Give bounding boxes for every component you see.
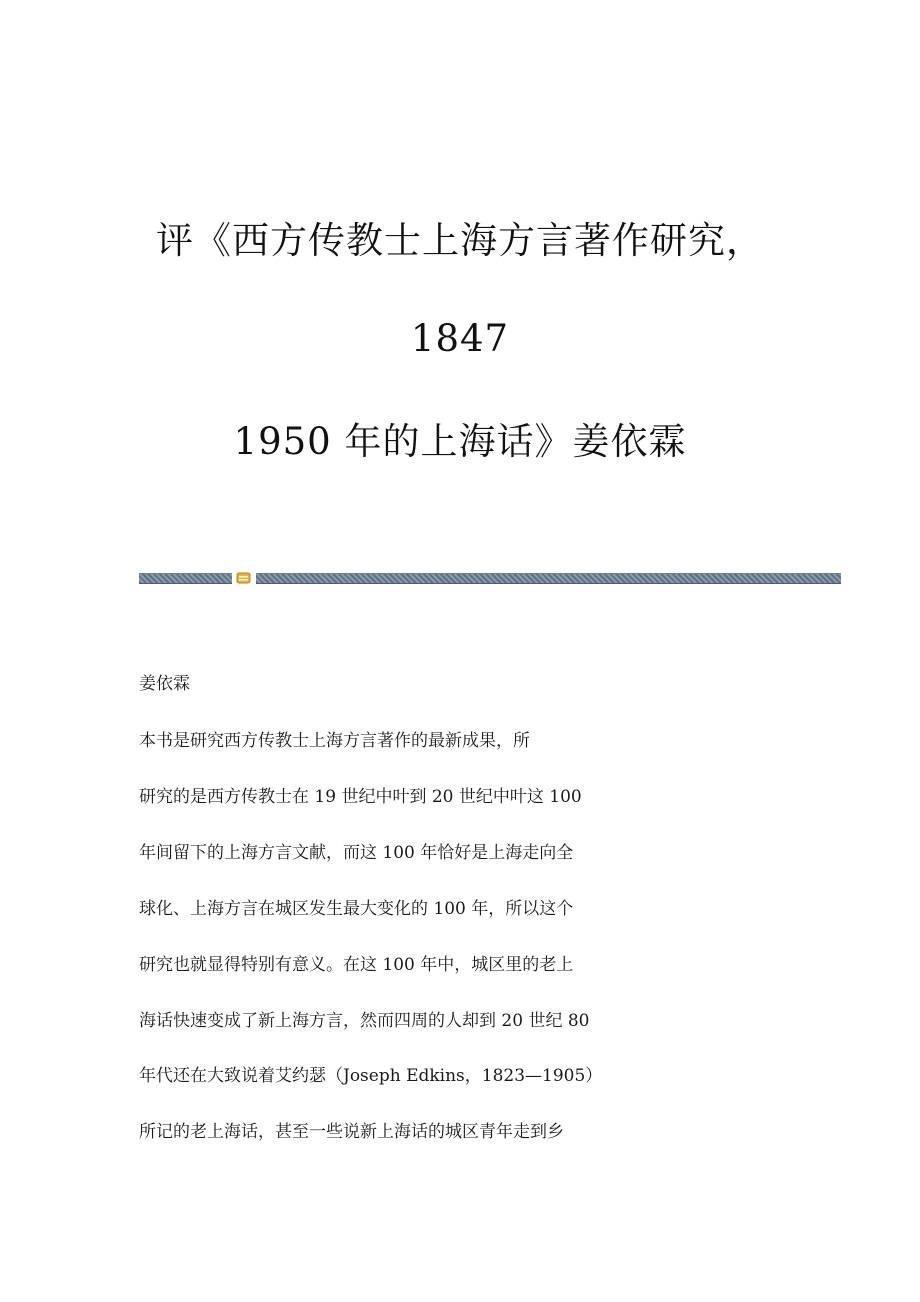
paragraph-line: 本书是研究西方传教士上海方言著作的最新成果，所 xyxy=(139,731,530,751)
paragraph-line: 年代还在大致说着艾约瑟（Joseph Edkins，1823—1905） xyxy=(139,1066,603,1086)
paragraph-line: 海话快速变成了新上海方言，然而四周的人却到 20 世纪 80 xyxy=(139,1011,590,1031)
divider-right-bar xyxy=(256,573,841,584)
divider-left-bar xyxy=(139,573,232,584)
paragraph-line: 研究也就显得特别有意义。在这 100 年中，城区里的老上 xyxy=(139,955,574,975)
author-name: 姜依霖 xyxy=(139,674,190,694)
title-line-1: 评《西方传教士上海方言著作研究， xyxy=(156,219,764,262)
title-line-2: 1847 xyxy=(410,317,510,360)
paragraph-line: 所记的老上海话，甚至一些说新上海话的城区青年走到乡 xyxy=(139,1122,564,1142)
paragraph-line: 球化、上海方言在城区发生最大变化的 100 年，所以这个 xyxy=(139,899,574,919)
paragraph-line: 研究的是西方传教士在 19 世纪中叶到 20 世纪中叶这 100 xyxy=(139,787,582,807)
title-line-3: 1950 年的上海话》姜依霖 xyxy=(233,420,687,463)
divider-ornament-icon xyxy=(236,572,251,584)
paragraph-line: 年间留下的上海方言文献，而这 100 年恰好是上海走向全 xyxy=(139,843,574,863)
